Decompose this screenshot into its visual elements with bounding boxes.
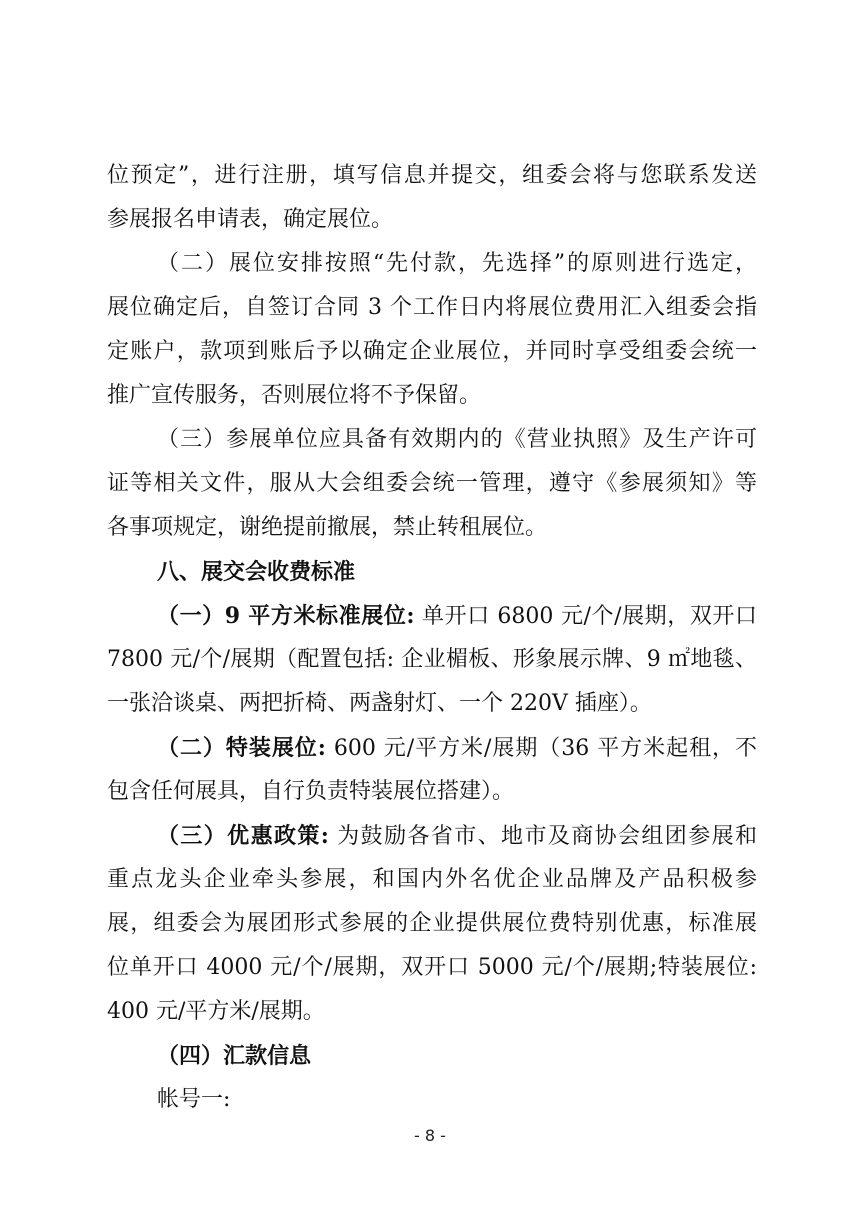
fee-item-label: （一）9 平方米标准展位: [157, 603, 415, 629]
text-line: 位单开口 4000 元/个/展期，双开口 5000 元/个/展期;特装展位: [107, 955, 757, 980]
text-line: 各事项规定，谢绝提前撤展，禁止转租展位。 [107, 515, 548, 540]
account-label: 帐号一: [157, 1087, 231, 1112]
text-line: 定账户，款项到账后予以确定企业展位，并同时享受组委会统一 [107, 339, 757, 364]
text-line: 参展报名申请表，确定展位。 [107, 207, 394, 232]
text-line: （三）参展单位应具备有效期内的《营业执照》及生产许可 [157, 427, 757, 452]
document-body [107, 154, 757, 1122]
fee-item-label: （二）特装展位: [157, 735, 326, 761]
fee-item-line [107, 814, 757, 858]
text-line: 位预定”，进行注册，填写信息并提交，组委会将与您联系发送 [107, 163, 757, 188]
fee-item-text: 600 元/平方米/展期（36 平方米起租，不 [325, 736, 757, 761]
fee-item-line [107, 726, 757, 770]
text-line: 重点龙头企业牵头参展，和国内外名优企业品牌及产品积极参 [107, 867, 757, 892]
text-line: 一张洽谈桌、两把折椅、两盏射灯、一个 220V 插座）。 [107, 691, 652, 716]
page-number: - 8 - [414, 1126, 446, 1145]
section-heading: 八、展交会收费标准 [157, 559, 356, 585]
text-line: 400 元/平方米/展期。 [107, 999, 325, 1024]
fee-item-text: 为鼓励各省市、地市及商协会组团参展和 [328, 824, 757, 849]
text-line: 展位确定后，自签订合同 3 个工作日内将展位费用汇入组委会指 [107, 295, 757, 320]
text-line: （二）展位安排按照“先付款，先选择”的原则进行选定， [157, 251, 757, 276]
fee-item-text: 单开口 6800 元/个/展期，双开口 [414, 604, 757, 629]
fee-item-label: （三）优惠政策: [157, 823, 329, 849]
text-line: 7800 元/个/展期（配置包括: 企业楣板、形象展示牌、9 ㎡地毯、 [107, 647, 757, 672]
text-line: 展，组委会为展团形式参展的企业提供展位费特别优惠，标准展 [107, 911, 757, 936]
text-line: 包含任何展具，自行负责特装展位搭建）。 [107, 779, 515, 804]
text-line: 证等相关文件，服从大会组委会统一管理，遵守《参展须知》等 [107, 471, 757, 496]
fee-item-line [107, 594, 757, 638]
subsection-heading: （四）汇款信息 [157, 1043, 312, 1069]
text-line: 推广宣传服务，否则展位将不予保留。 [107, 383, 482, 408]
